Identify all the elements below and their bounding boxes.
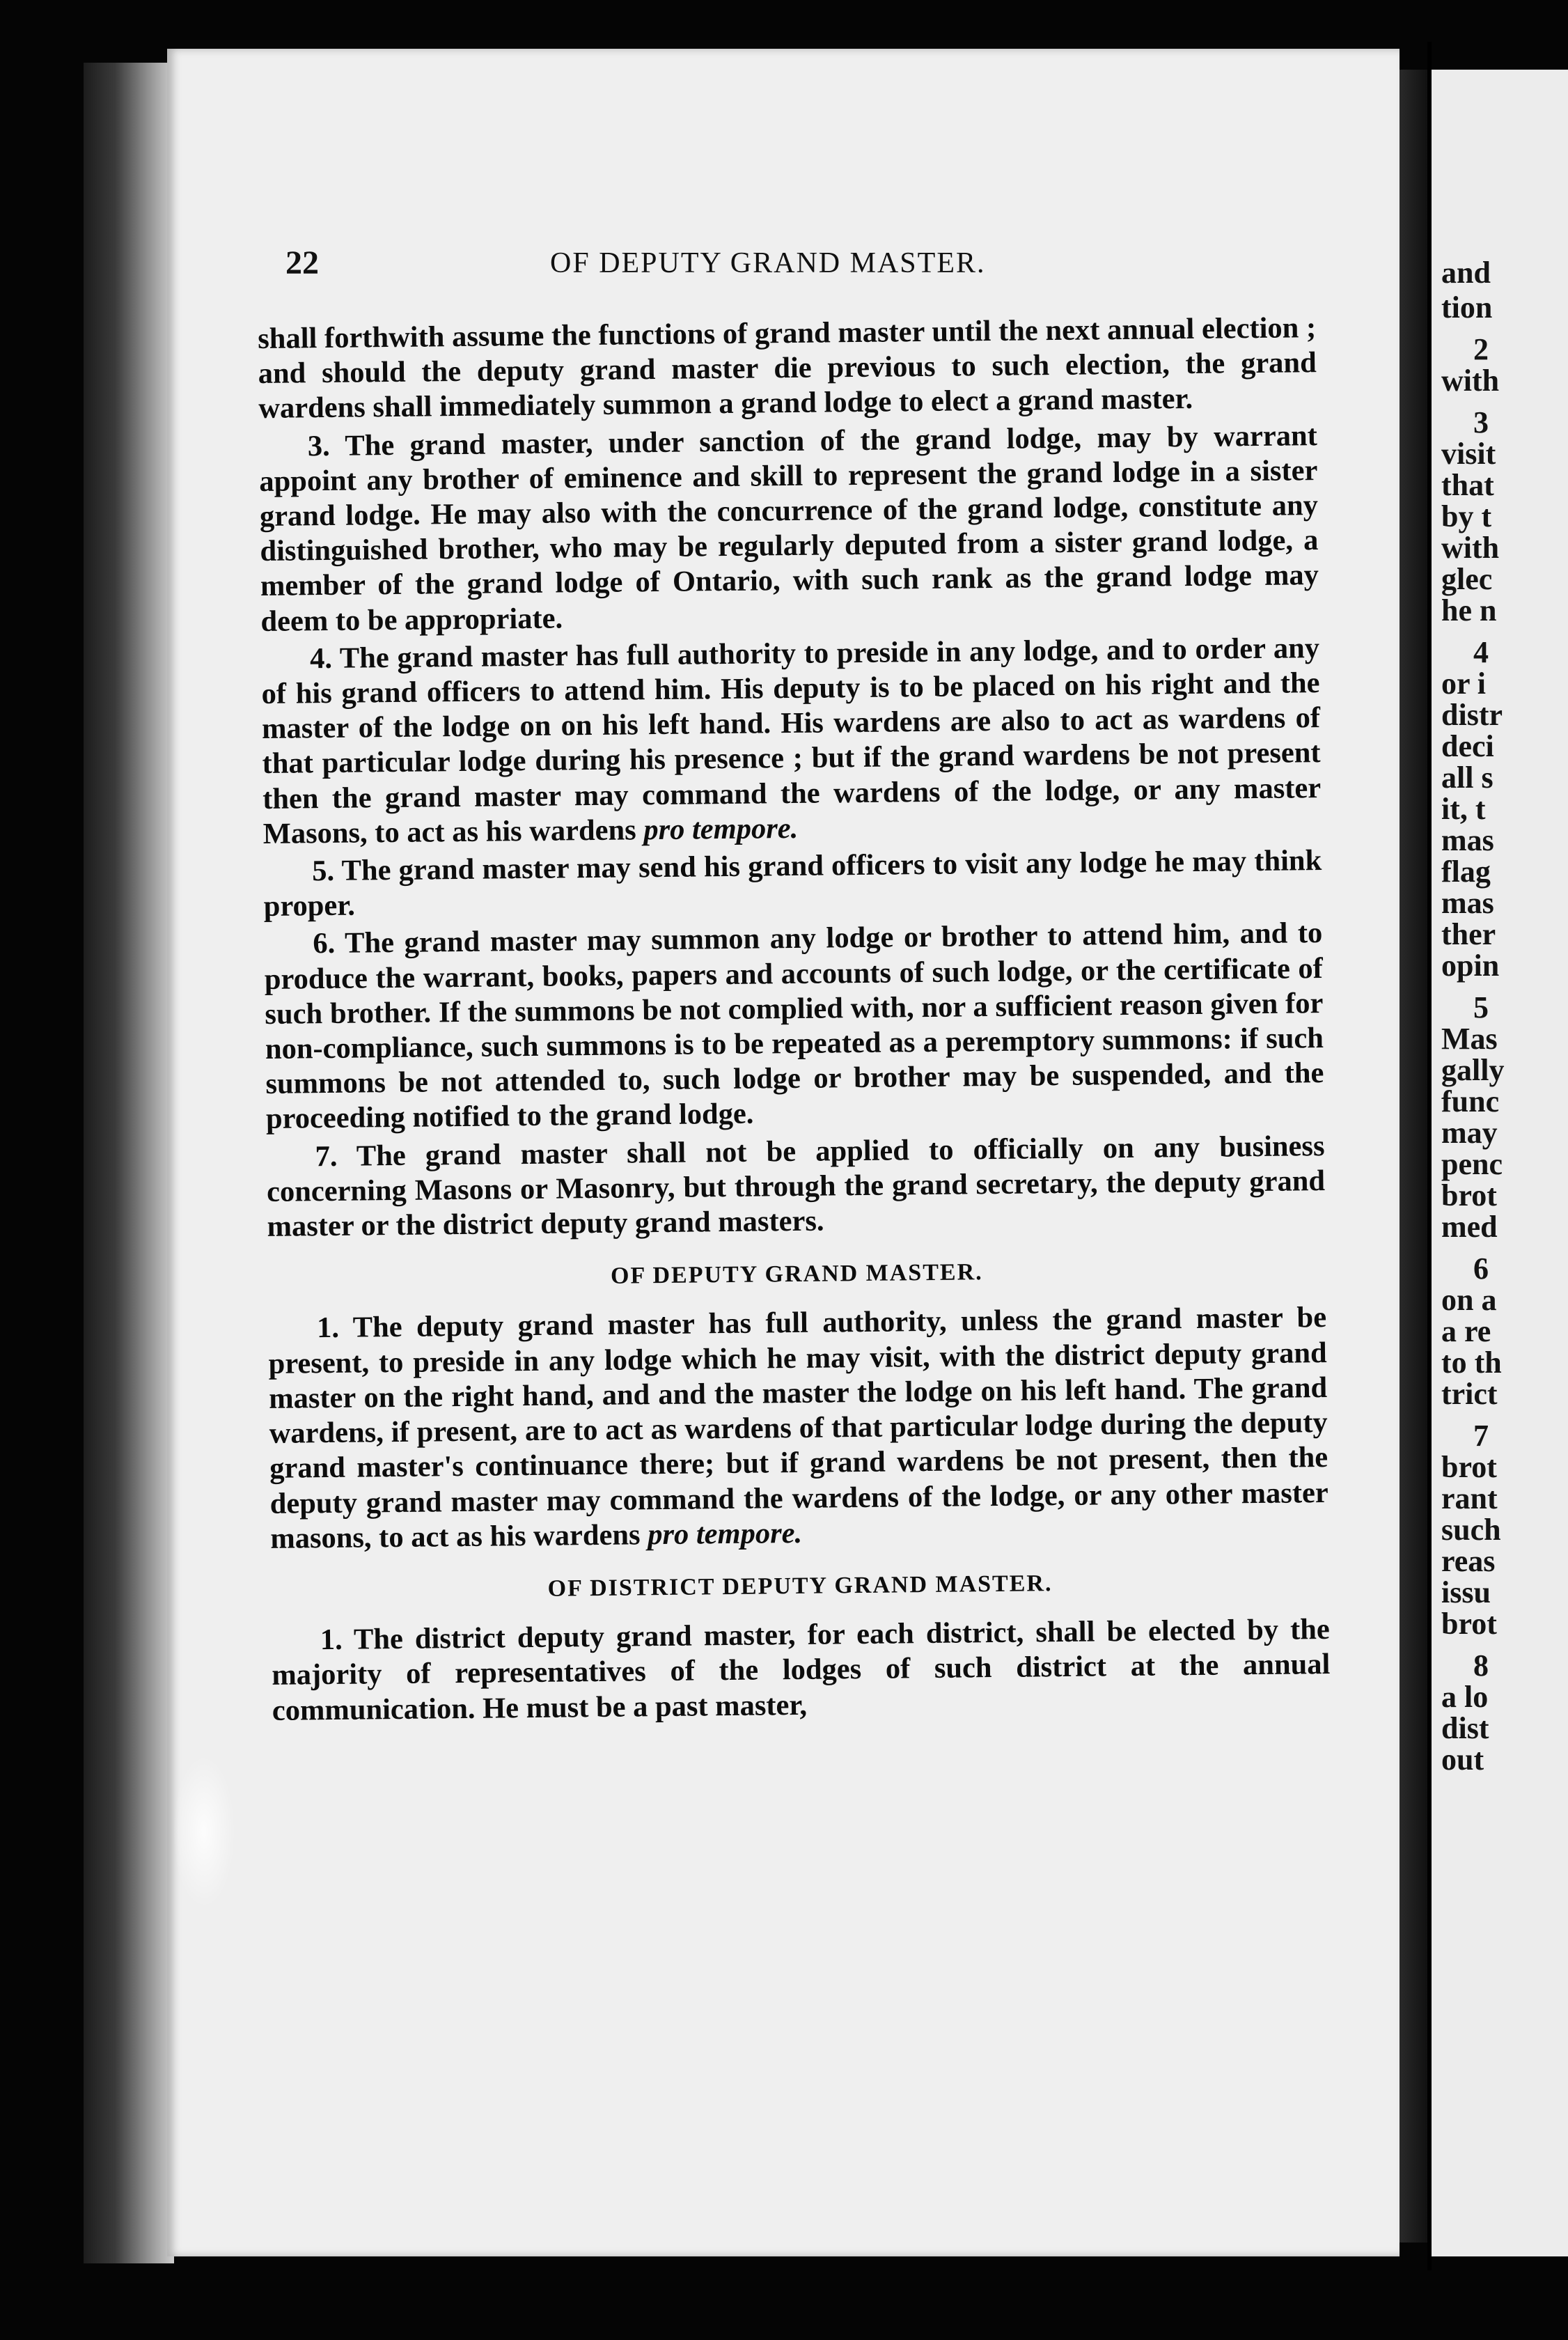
next-page-line: ther xyxy=(1441,917,1496,951)
next-page-line: tion xyxy=(1441,290,1493,325)
next-page-line: distr xyxy=(1441,698,1503,732)
next-page-line: 5 xyxy=(1473,990,1489,1024)
paragraph-4-text: 4. The grand master has full authority to preside in any lodge, and to order any of his grand officers to attend him. His deputy is to be placed on his right and the master of the lodge on on his left hand. His wardens are also to act as wardens of that particular lodge during his presence ; but if the grand wardens be not present then the grand master may command the wardens of the lodge, or any master Masons, to act as his wardens xyxy=(261,631,1322,850)
next-page-line: with xyxy=(1441,531,1500,565)
next-page-line: or i xyxy=(1441,666,1486,701)
next-page-line: 8 xyxy=(1473,1648,1489,1683)
paragraph-3: 3. The grand master, under sanction of the grand lodge, may by warrant appoint any brother of eminence and skill to represent the grand lodge in a sister grand lodge. He may also with the concurrence of the grand lodge, constitute any distinguished brother, who may be regularly deputed from a sister grand lodge, a member of the grand lodge of Ontario, with such rank as the grand lodge may deem to be appropriate. xyxy=(259,419,1319,638)
page-heading: OF DEPUTY GRAND MASTER. xyxy=(550,247,986,279)
next-page-line: opin xyxy=(1441,949,1500,983)
next-page-line: with xyxy=(1441,364,1500,398)
next-page-line: to th xyxy=(1441,1346,1502,1380)
next-page-line: 3 xyxy=(1473,405,1489,439)
paragraph-continuation: shall forthwith assume the functions of grand master until the next annual election ; and should the deputy grand master die previous to such election, the grand wardens shall immediately summon a grand lodge to elect a grand master. xyxy=(258,311,1317,426)
next-page-line: and xyxy=(1441,256,1491,290)
deputy-paragraph-1 xyxy=(268,1300,1329,1556)
deputy-paragraph-1-text: 1. The deputy grand master has full authority, unless the grand master be present, to preside in any lodge which he may visit, with the district deputy grand master on the right hand, and and the master the lodge on his left hand. The grand wardens, if present, are to act as wardens of that particular lodge during the deputy grand master's continuance there; but if grand wardens be not present, then the deputy grand master may command the wardens of the lodge, or any other master masons, to act as his wardens xyxy=(268,1301,1328,1555)
next-page-line: rant xyxy=(1441,1481,1498,1515)
paragraph-6: 6. The grand master may summon any lodge or brother to attend him, and to produce the warrant, books, papers and accounts of such lodge, or the certificate of such brother. If the summons be not complied with, nor a sufficient reason given for non-compliance, such summons is to be repeated as a peremptory summons: if such summons be not attended to, such lodge or brother may be suspended, and the proceeding notified to the grand lodge. xyxy=(264,916,1324,1136)
next-page-line: 7 xyxy=(1473,1419,1489,1453)
next-page-line: mas xyxy=(1441,823,1494,857)
next-page-line: 4 xyxy=(1473,635,1489,669)
next-page-line: Mas xyxy=(1441,1022,1498,1056)
section-title-district: OF DISTRICT DEPUTY GRAND MASTER. xyxy=(547,1570,1053,1602)
next-page-line: 6 xyxy=(1473,1251,1489,1286)
page-number: 22 xyxy=(285,244,319,281)
next-page-line: issu xyxy=(1441,1575,1491,1609)
next-page-line: brot xyxy=(1441,1450,1497,1484)
section-title-deputy: OF DEPUTY GRAND MASTER. xyxy=(610,1259,983,1290)
next-page-line: on a xyxy=(1441,1283,1497,1317)
next-page-line: glec xyxy=(1441,562,1493,596)
next-page-fragment xyxy=(1432,70,1568,2256)
next-page-line: reas xyxy=(1441,1544,1496,1578)
next-page-line: func xyxy=(1441,1084,1500,1118)
next-page-line: may xyxy=(1441,1116,1498,1150)
paper-smudge xyxy=(173,1755,235,1908)
page-edge-shadow xyxy=(1400,70,1427,2242)
deputy-paragraph-1-italic: pro tempore. xyxy=(647,1516,803,1551)
next-page-line: a re xyxy=(1441,1314,1491,1348)
paragraph-5: 5. The grand master may send his grand officers to visit any lodge he may think proper. xyxy=(263,844,1322,923)
book-binding xyxy=(84,63,174,2263)
next-page-line: trict xyxy=(1441,1377,1498,1411)
paragraph-4-italic: pro tempore. xyxy=(643,811,799,847)
next-page-line: brot xyxy=(1441,1178,1497,1212)
next-page-line: a lo xyxy=(1441,1680,1489,1714)
next-page-line: all s xyxy=(1441,760,1493,795)
next-page-line: he n xyxy=(1441,593,1497,627)
next-page-line: by t xyxy=(1441,499,1492,533)
next-page-line: mas xyxy=(1441,886,1494,920)
next-page-line: it, t xyxy=(1441,792,1486,826)
next-page-line: such xyxy=(1441,1513,1501,1547)
next-page-line: brot xyxy=(1441,1607,1497,1641)
next-page-line: that xyxy=(1441,468,1494,502)
paragraph-7: 7. The grand master shall not be applied to officially on any business concerning Masons or Masonry, but through the grand secretary, the deputy grand master or the district deputy grand masters. xyxy=(266,1129,1326,1244)
running-head xyxy=(285,244,1372,286)
next-page-line: gally xyxy=(1441,1053,1505,1087)
paragraph-4 xyxy=(261,631,1322,852)
next-page-line: dist xyxy=(1441,1711,1489,1745)
next-page-line: out xyxy=(1441,1742,1484,1777)
next-page-line: visit xyxy=(1441,437,1496,471)
next-page-line: 2 xyxy=(1473,332,1489,366)
next-page-line: flag xyxy=(1441,855,1491,889)
next-page-line: med xyxy=(1441,1210,1498,1244)
district-paragraph-1: 1. The district deputy grand master, for each district, shall be elected by the majority of representatives of the lodges of such district at the annual communication. He must be a past master, xyxy=(272,1613,1331,1727)
next-page-line: penc xyxy=(1441,1147,1503,1181)
body-text xyxy=(258,311,1331,1731)
next-page-line: deci xyxy=(1441,729,1494,763)
